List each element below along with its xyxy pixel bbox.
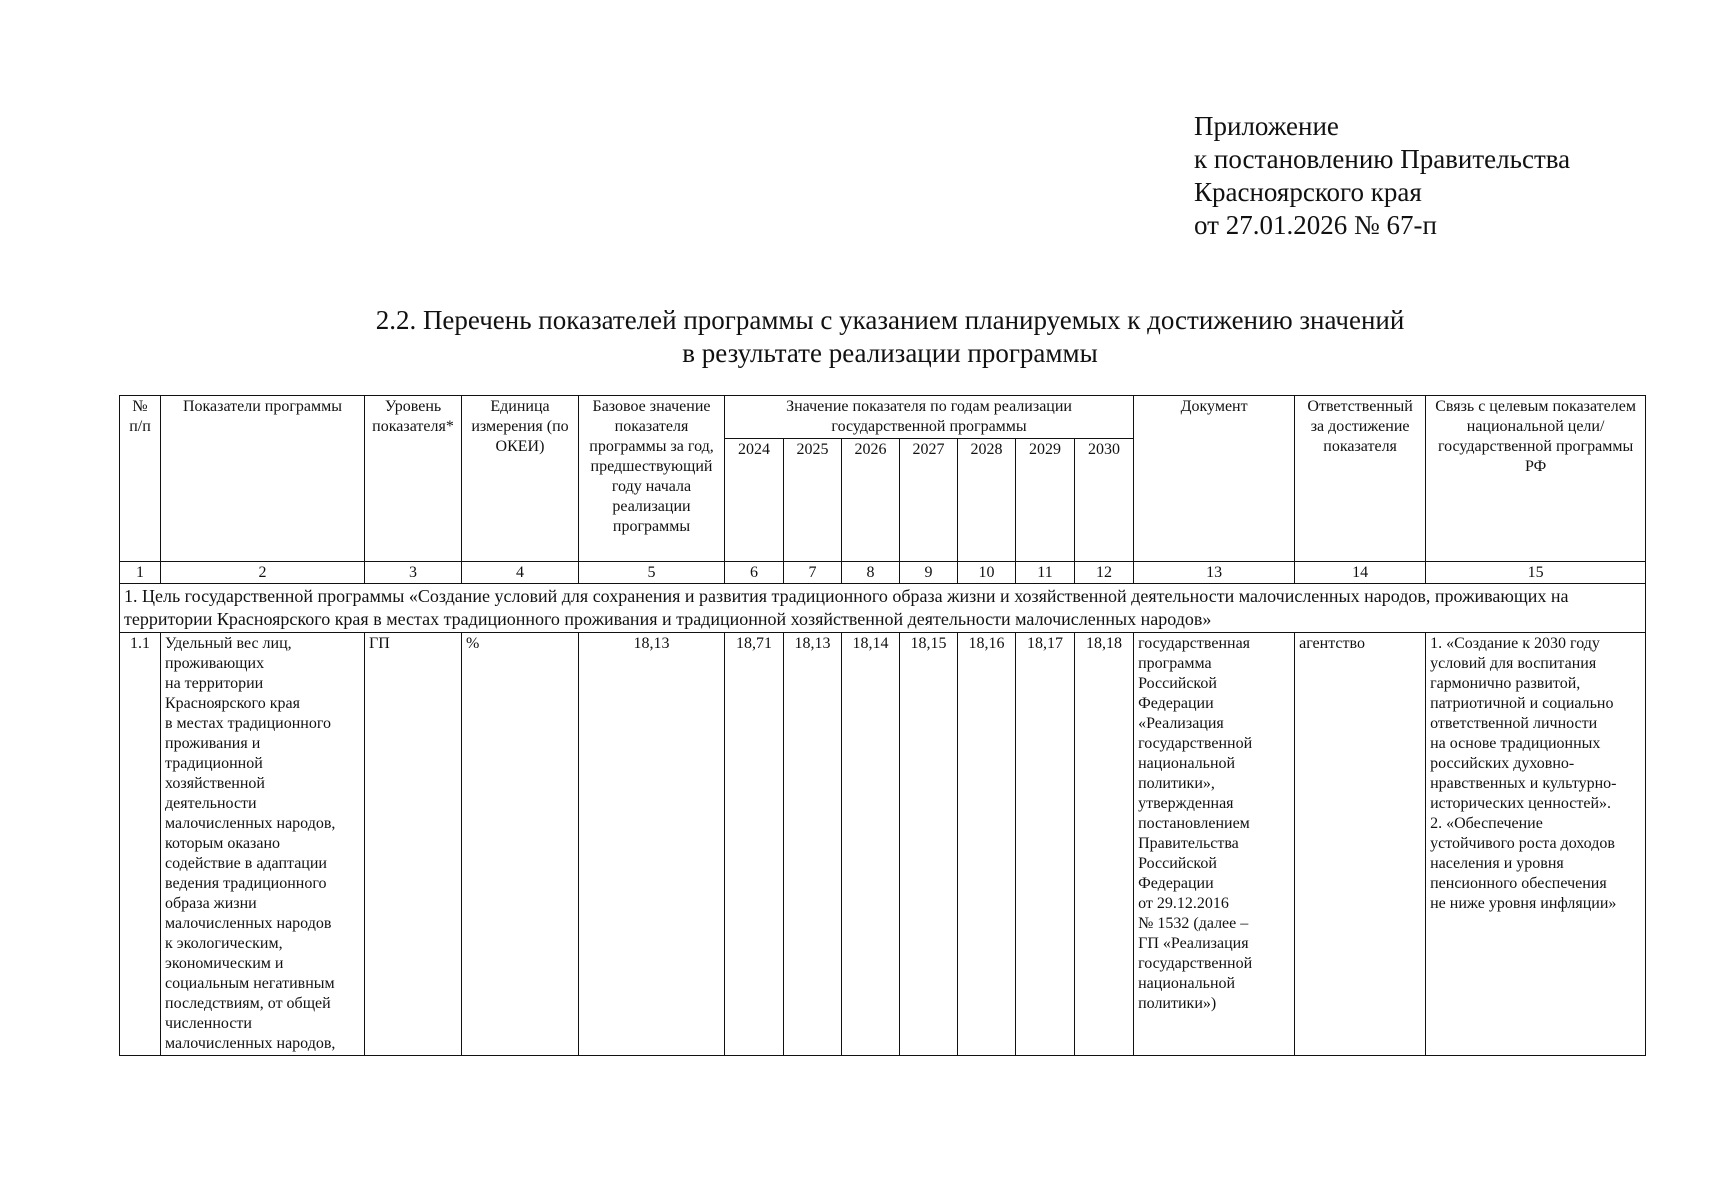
row-num: 1.1	[120, 633, 161, 1056]
header-year: 2028	[958, 439, 1016, 562]
goal-text: 1. Цель государственной программы «Создание условий для сохранения и развития традиционного образа жизни и хозяйственной деятельности малочисленных народов, проживающих на территории Красноярского края в местах традиционного проживания и традиционной хозяйственной деятельности малочисленных народов»	[120, 584, 1646, 633]
column-number: 3	[365, 562, 462, 584]
column-number: 1	[120, 562, 161, 584]
header-responsible: Ответственный за достижение показателя	[1295, 396, 1426, 562]
header-link: Связь с целевым показателем национальной цели/государственной программы РФ	[1426, 396, 1646, 562]
row-value-2024: 18,71	[725, 633, 784, 1056]
row-unit: %	[462, 633, 579, 1056]
appendix-date-number: от 27.01.2026 № 67-п	[1194, 210, 1437, 240]
header-year: 2029	[1016, 439, 1075, 562]
header-indicators: Показатели программы	[161, 396, 365, 562]
row-base-value: 18,13	[579, 633, 725, 1056]
column-number: 8	[842, 562, 900, 584]
row-link: 1. «Создание к 2030 году условий для воспитания гармонично развитой, патриотичной и социально ответственной личности на основе традиционных российских духовно- нравственных и культурно- исторических ценностей». 2. «Обеспечение устойчивого роста доходов населения и уровня пенсионного обеспечения не ниже уровня инфляции»	[1426, 633, 1646, 1056]
header-year: 2025	[784, 439, 842, 562]
row-responsible: агентство	[1295, 633, 1426, 1056]
header-level: Уровень показателя*	[365, 396, 462, 562]
column-number: 10	[958, 562, 1016, 584]
row-value-2028: 18,16	[958, 633, 1016, 1056]
column-number: 7	[784, 562, 842, 584]
row-level: ГП	[365, 633, 462, 1056]
appendix-line: Красноярского края	[1194, 177, 1422, 207]
document-title	[0, 304, 1722, 370]
appendix-line: Приложение	[1194, 111, 1339, 141]
column-number: 14	[1295, 562, 1426, 584]
column-number: 13	[1134, 562, 1295, 584]
column-number: 15	[1426, 562, 1646, 584]
row-value-2025: 18,13	[784, 633, 842, 1056]
column-number: 6	[725, 562, 784, 584]
header-year: 2027	[900, 439, 958, 562]
column-number: 2	[161, 562, 365, 584]
appendix-line: к постановлению Правительства	[1194, 144, 1571, 174]
indicators-table	[119, 395, 1646, 1056]
header-document: Документ	[1134, 396, 1295, 562]
header-unit: Единица измерения (по ОКЕИ)	[462, 396, 579, 562]
header-base: Базовое значение показателя программы за год, предшествующий году начала реализации программы	[579, 396, 725, 562]
column-number: 4	[462, 562, 579, 584]
header-row	[120, 396, 1646, 439]
row-value-2029: 18,17	[1016, 633, 1075, 1056]
row-value-2026: 18,14	[842, 633, 900, 1056]
title-line: 2.2. Перечень показателей программы с указанием планируемых к достижению значений	[375, 305, 1405, 335]
header-year: 2024	[725, 439, 784, 562]
header-year: 2030	[1075, 439, 1134, 562]
column-number: 12	[1075, 562, 1134, 584]
table-row	[120, 633, 1646, 1056]
row-indicator: Удельный вес лиц, проживающих на территории Красноярского края в местах традиционного проживания и традиционной хозяйственной деятельности малочисленных народов, которым оказано содействие в адаптации ведения традиционного образа жизни малочисленных народов к экологическим, экономическим и социальным негативным последствиям, от общей численности малочисленных народов,	[161, 633, 365, 1056]
row-value-2027: 18,15	[900, 633, 958, 1056]
row-value-2030: 18,18	[1075, 633, 1134, 1056]
column-number-row	[120, 562, 1646, 584]
appendix-block	[1194, 110, 1570, 242]
title-line: в результате реализации программы	[682, 338, 1098, 368]
header-years-group: Значение показателя по годам реализации государственной программы	[725, 396, 1134, 439]
column-number: 5	[579, 562, 725, 584]
header-num: № п/п	[120, 396, 161, 562]
row-document: государственная программа Российской Федерации «Реализация государственной национальной политики», утвержденная постановлением Правительства Российской Федерации от 29.12.2016 № 1532 (далее – ГП «Реализация государственной национальной политики»)	[1134, 633, 1295, 1056]
column-number: 9	[900, 562, 958, 584]
header-year: 2026	[842, 439, 900, 562]
goal-row	[120, 584, 1646, 633]
column-number: 11	[1016, 562, 1075, 584]
